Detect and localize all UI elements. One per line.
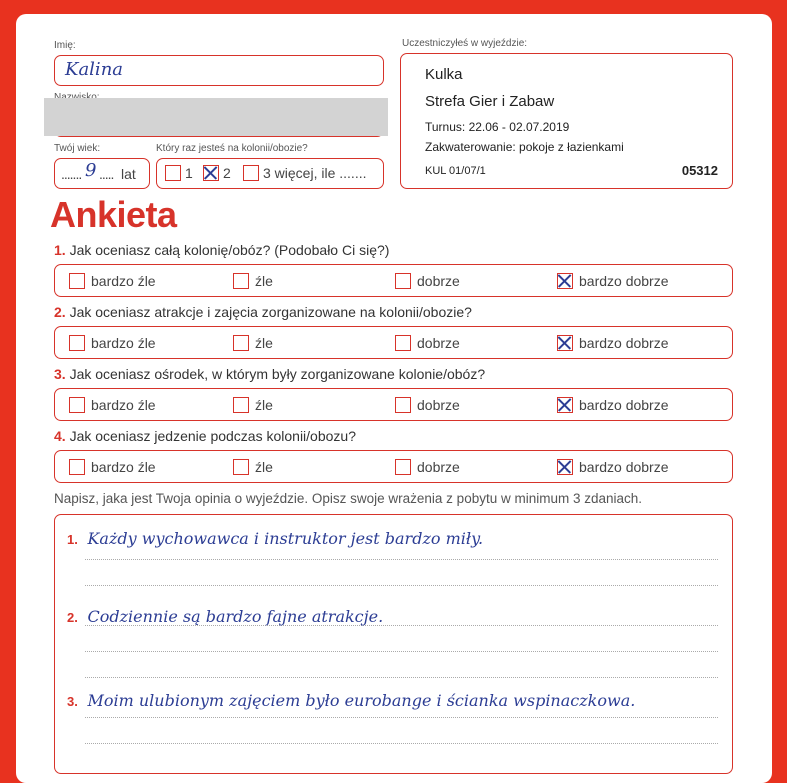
checkbox[interactable] — [395, 335, 411, 351]
checkbox-times-1[interactable] — [165, 165, 181, 181]
checkbox[interactable] — [69, 459, 85, 475]
times-option-3[interactable] — [243, 165, 366, 181]
option-bardzo-dobrze[interactable] — [557, 273, 669, 289]
option-bardzo-dobrze[interactable] — [557, 397, 669, 413]
option-label: bardzo dobrze — [579, 459, 669, 475]
times-option-1[interactable] — [165, 165, 193, 181]
redaction-block — [44, 98, 388, 136]
opinion-text: Moim ulubionym zajęciem było eurobange i ścianka wspinaczkowa. — [87, 691, 636, 710]
option-label: źle — [255, 459, 273, 475]
age-dots-after: ..... — [99, 166, 114, 182]
participant-number: 05312 — [681, 163, 718, 178]
times-option-label: 3 więcej, ile ....... — [263, 165, 367, 181]
question-number: 4. — [54, 428, 66, 444]
option-dobrze[interactable] — [395, 273, 460, 289]
opinion-number: 2. — [67, 610, 78, 625]
participant-label: Uczestniczyłeś w wyjeździe: — [402, 38, 528, 49]
checkbox-checked[interactable] — [557, 459, 573, 475]
checkbox-times-2[interactable] — [203, 165, 219, 181]
option-label: źle — [255, 335, 273, 351]
opinion-number: 1. — [67, 532, 78, 547]
option-label: dobrze — [417, 335, 460, 351]
opinion-prompt: Napisz, jaka jest Twoja opinia o wyjeździe. Opisz swoje wrażenia z pobytu w minimum 3 zdaniach. — [54, 491, 643, 506]
option-zle[interactable] — [233, 459, 273, 475]
question-text: Jak oceniasz całą kolonię/obóz? (Podobało Ci się?) — [69, 242, 390, 258]
opinion-number: 3. — [67, 694, 78, 709]
option-label: źle — [255, 397, 273, 413]
turnus: Turnus: 22.06 - 02.07.2019 — [425, 120, 570, 134]
writing-line — [85, 559, 718, 560]
writing-line — [85, 585, 718, 586]
option-label: bardzo źle — [91, 459, 156, 475]
question-2 — [54, 304, 472, 320]
writing-line — [85, 651, 718, 652]
times-option-label: 1 — [185, 165, 193, 181]
option-label: bardzo źle — [91, 335, 156, 351]
participant-code: KUL 01/07/1 — [425, 165, 486, 177]
participant-box — [400, 53, 733, 189]
checkbox[interactable] — [395, 397, 411, 413]
checkbox[interactable] — [233, 335, 249, 351]
option-bardzo-dobrze[interactable] — [557, 459, 669, 475]
checkbox[interactable] — [69, 335, 85, 351]
option-bardzo-dobrze[interactable] — [557, 335, 669, 351]
option-label: źle — [255, 273, 273, 289]
option-label: bardzo dobrze — [579, 397, 669, 413]
age-dots-before: ....... — [61, 166, 82, 182]
question-text: Jak oceniasz atrakcje i zajęcia zorganizowane na kolonii/obozie? — [69, 304, 472, 320]
opinion-item-3 — [67, 691, 635, 710]
option-dobrze[interactable] — [395, 397, 460, 413]
times-option-label: 2 — [223, 165, 231, 181]
opinion-box[interactable] — [54, 514, 733, 774]
option-zle[interactable] — [233, 397, 273, 413]
checkbox[interactable] — [233, 459, 249, 475]
survey-sheet — [16, 14, 772, 783]
question-4-options — [54, 450, 733, 483]
question-text: Jak oceniasz ośrodek, w którym były zorganizowane kolonie/obóz? — [69, 366, 486, 382]
opinion-text: Codziennie są bardzo fajne atrakcje. — [87, 607, 384, 626]
checkbox[interactable] — [395, 273, 411, 289]
checkbox-checked[interactable] — [557, 273, 573, 289]
times-label: Który raz jesteś na kolonii/obozie? — [156, 143, 308, 154]
option-label: bardzo źle — [91, 273, 156, 289]
camp-name: Kulka — [425, 66, 463, 83]
question-number: 3. — [54, 366, 66, 382]
option-bardzo-zle[interactable] — [69, 397, 156, 413]
checkbox[interactable] — [233, 273, 249, 289]
checkbox-times-3[interactable] — [243, 165, 259, 181]
option-label: dobrze — [417, 459, 460, 475]
question-number: 1. — [54, 242, 66, 258]
question-3 — [54, 366, 485, 382]
checkbox-checked[interactable] — [557, 397, 573, 413]
checkbox[interactable] — [395, 459, 411, 475]
checkbox-checked[interactable] — [557, 335, 573, 351]
question-1 — [54, 242, 389, 258]
age-field[interactable] — [54, 158, 150, 189]
camp-subtitle: Strefa Gier i Zabaw — [425, 93, 555, 110]
option-label: bardzo dobrze — [579, 335, 669, 351]
option-bardzo-zle[interactable] — [69, 459, 156, 475]
opinion-item-2 — [67, 607, 383, 626]
question-4 — [54, 428, 356, 444]
page-title: Ankieta — [50, 194, 177, 235]
option-label: bardzo źle — [91, 397, 156, 413]
name-value: Kalina — [65, 59, 124, 80]
age-label: Twój wiek: — [54, 143, 101, 154]
age-value: 9 — [85, 160, 97, 181]
checkbox[interactable] — [233, 397, 249, 413]
option-zle[interactable] — [233, 335, 273, 351]
checkbox[interactable] — [69, 397, 85, 413]
opinion-text: Każdy wychowawca i instruktor jest bardzo miły. — [87, 529, 484, 548]
times-option-2[interactable] — [203, 165, 231, 181]
option-label: bardzo dobrze — [579, 273, 669, 289]
checkbox[interactable] — [69, 273, 85, 289]
question-number: 2. — [54, 304, 66, 320]
name-field[interactable] — [54, 55, 384, 86]
option-dobrze[interactable] — [395, 335, 460, 351]
question-1-options — [54, 264, 733, 297]
option-label: dobrze — [417, 273, 460, 289]
name-label: Imię: — [54, 40, 76, 51]
question-3-options — [54, 388, 733, 421]
option-bardzo-zle[interactable] — [69, 335, 156, 351]
age-unit: lat — [121, 166, 136, 182]
option-zle[interactable] — [233, 273, 273, 289]
option-bardzo-zle[interactable] — [69, 273, 156, 289]
times-field — [156, 158, 384, 189]
opinion-item-1 — [67, 529, 483, 548]
writing-line — [85, 677, 718, 678]
option-label: dobrze — [417, 397, 460, 413]
question-text: Jak oceniasz jedzenie podczas kolonii/obozu? — [69, 428, 356, 444]
accommodation: Zakwaterowanie: pokoje z łazienkami — [425, 140, 624, 154]
question-2-options — [54, 326, 733, 359]
writing-line — [85, 717, 718, 718]
writing-line — [85, 743, 718, 744]
option-dobrze[interactable] — [395, 459, 460, 475]
